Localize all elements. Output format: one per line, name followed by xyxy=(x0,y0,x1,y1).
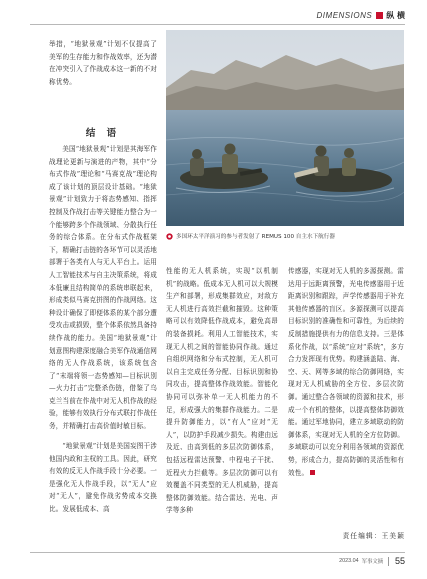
column-3-paragraph xyxy=(288,265,404,479)
footer-divider xyxy=(388,557,389,566)
caption-marker-icon xyxy=(166,233,173,240)
photo-caption xyxy=(166,232,404,240)
section-heading: 结 语 xyxy=(85,128,121,139)
page-footer xyxy=(339,556,405,566)
editor-credit: 责任编辑：王美颖 xyxy=(342,532,405,540)
caption-text: 多国环太平洋演习的参与者发射了 REMUS 100 自主水下航行器 xyxy=(176,234,335,240)
footer-rule xyxy=(30,552,405,553)
section-header xyxy=(317,4,405,26)
conclusion-paragraph-2: “地狱景观”计划是美国妄图干涉他国内政和主权的工具。因此，研究有效的反无人作战手段十分必要。一是强化无人作战手段，以“无人”应对“无人”，避免作战劣势成本交换比。发展低成本、高 xyxy=(49,442,157,513)
column-2-paragraph: 性能的无人机系统，实现“以机制机”的战略。低成本无人机可以大规模生产和部署，形成集群效应，对敌方无人机进行高效拦截和摧毁。这种策略可以有效降低作战成本，避免高昂的装备损耗。利用人工智能技术，实现无人机之间的智能协同作战。通过自组织网络和分布式控制，无人机可以自主完成任务分配、目标识别和协同攻击，提高整体作战效能。智能化协同可以弥补单一无人机能力的不足，形成强大的集群作战能力。二是提升防御能力，以“有人”应对“无人”，以防护手段减少损失。构建由远及近、由高到低的多层次防御体系，包括远程雷达预警、中程电子干扰、近程火力拦截等。多层次防御可以有效覆盖不同类型的无人机威胁，提高整体防御效能。结合雷达、光电、声学等多种 xyxy=(166,267,278,515)
section-marker xyxy=(376,12,383,19)
column-3-text: 传感器，实现对无人机的多源探测。雷达用于远距离预警，光电传感器用于近距离识别和跟踪，声学传感器用于补充其他传感器的盲区。多源探测可以提高目标识别的准确性和可靠性，为后续的反制措施提供有力的信息支持。三是体系化作战，以“系统”应对“系统”，多方合力发挥现有优势。构建涵盖陆、海、空、天、网等多域的综合防御网络，实现对无人机威胁的全方位、多层次防御。通过整合各领域的资源和技术，形成一个有机的整体，以提高整体防御效能。通过军地协同，建立多域联动的防御体系，实现对无人机的全方位防御。多域联动可以充分利用各领域的资源优势，形成合力，提高防御的灵活性和有效性。 xyxy=(288,267,404,477)
header-rule xyxy=(30,24,405,25)
intro-paragraph: 举措，“地狱景观”计划不仅提高了美军的生存能力和作战效率，还为潜在冲突引入了作战成本这一新的不对称优势。 xyxy=(49,40,157,86)
end-mark-icon xyxy=(310,470,315,475)
conclusion-paragraph-1: 美国“地狱景观”计划是其海军作战理论更新与演进的产物，其中“分布式作战”理论和“马赛克战”理论构成了该计划的顶层设计基础。“地狱景观”计划致力于将态势感知、指挥控制及作战打击等关键能力整合为一个能够跨多个作战领域、分散执行任务的综合体系。在分布式作战框架下，精确打击链的各环节可以灵活地部署于各类有人与无人平台上。运用人工智能技术与自主决策系统，将成本低廉且结构简单的系统串联起来，形成类似马赛克拼图的作战网络。这种设计确保了即便体系的某个部分遭受攻击或损毁，整个体系依然具备持续作战的能力。美国“地狱景观”计划意图构建深度融合美军作战通信网络的无人作战系统，该系统包含了“末端将领一态势感知—目标识别—火力打击”完整杀伤链，借鉴了乌克兰当前在作战中对无人机作战的经验，能够有效执行分布式联打作战任务，并精确打击高价值时敏目标。 xyxy=(49,145,157,431)
photo-boats-on-lake xyxy=(166,30,404,226)
section-title-cn: 纵 横 xyxy=(386,10,405,20)
magazine-name: 军事文摘 xyxy=(361,559,384,565)
section-title-en: DIMENSIONS xyxy=(316,10,373,20)
page-number: 55 xyxy=(394,556,405,566)
issue-date: 2023.04 xyxy=(339,558,359,564)
